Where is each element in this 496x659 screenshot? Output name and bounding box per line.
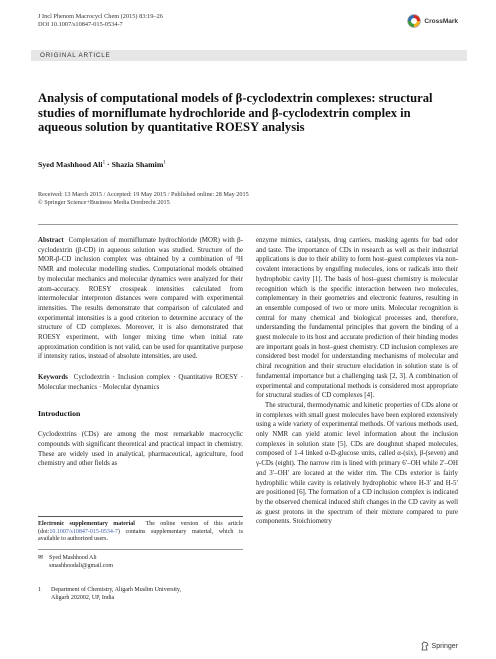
journal-header — [38, 13, 163, 29]
publisher-logo — [421, 641, 458, 651]
corresponding-author: Syed Mashhood Ali — [49, 555, 97, 561]
publisher-name: Springer — [431, 642, 458, 650]
doi-line: DOI 10.1007/s10847-015-0534-7 — [38, 21, 123, 29]
esm-text-before: The online version of this article (doi: — [38, 521, 243, 535]
copyright-line: © Springer Science+Business Media Dordrecht 2015 — [38, 199, 170, 206]
esm-label: Electronic supplementary material — [38, 521, 135, 527]
right-column — [256, 236, 458, 527]
email-link[interactable]: smashhoodali@gmail.com — [49, 562, 114, 569]
envelope-icon: ✉ — [38, 555, 44, 561]
dates-line: Received: 13 March 2015 / Accepted: 19 May 2015 / Published online: 28 May 2015 — [38, 191, 249, 198]
journal-citation: J Incl Phenom Macrocycl Chem (2015) 83:19–26 — [38, 13, 163, 20]
affiliation-number: 1 — [38, 587, 41, 593]
intro-paragraph: Cyclodextrins (CDs) are among the most remarkable macrocyclic compounds with significant theoretical and practical impact in chemistry. These are widely used in analytical, pharmaceutical, agriculture, food chemistry and other fields as — [38, 431, 243, 468]
electronic-supplementary-material — [38, 521, 243, 544]
keywords-label: Keywords — [38, 374, 68, 382]
publication-dates — [38, 191, 249, 207]
abstract — [38, 236, 243, 362]
article-type-label: ORIGINAL ARTICLE — [40, 52, 111, 59]
divider — [38, 224, 458, 225]
correspondence — [38, 555, 243, 570]
author-separator: · — [105, 160, 112, 169]
esm-text-after: ) contains supplementary material, which is available to authorized users. — [38, 528, 243, 543]
affiliation-line: Department of Chemistry, Aligarh Muslim University, — [51, 587, 182, 593]
crossmark-label: CrossMark — [424, 17, 458, 25]
body-paragraph: enzyme mimics, catalysts, drug carriers, masking agents for bad odor and taste. The importance of CDs in research as well as their industrial applications is due to their ability to form host–guest complexes via non-covalent interactions by engulfing molecules, ions or radicals into their hydrophobic cavity [1]. The basis of host–guest chemistry is molecular recognition which is the specific interaction between two molecules, complementary in their geometries and electronic features, resulting in an ensemble composed of two or more units. Molecular recognition is central for many chemical and biological processes and, therefore, understanding the fundamental principles that govern the binding of a guest molecule to its host and accurate prediction of their binding modes are important goals in host–guest chemistry. CD inclusion complexes are considered best model for understanding mechanisms of molecular and chiral recognition and their structure elucidation in solution state is of fundamental importance but a challenging task [2, 3]. A combination of experimental and computational methods is considered most appropriate for structural studies of CD complexes [4]. — [256, 237, 458, 400]
springer-horse-icon — [421, 641, 429, 651]
keywords — [38, 373, 243, 392]
esm-doi-link[interactable]: 10.1007/s10847-015-0534-7 — [49, 528, 118, 535]
article-type-band — [31, 50, 467, 61]
abstract-text: Complexation of morniflumate hydrochloride (MOR) with β-cyclodextrin (β-CD) in aqueous solution was studied. Structure of the MOR-β-CD inclusion complex was obtained by a combination of ¹H NMR and molecular modelling studies. Computational models obtained by molecular mechanics and molecular dynamics were analyzed for their atom-accuracy. ROESY crosspeak intensities calculated from intermolecular interproton distances were compared with experimental intensities. The results demonstrate that comparison of calculated and experimental intensities is a good criterion to determine accuracy of the structure of CD complexes. Moreover, it is also demonstrated that ROESY experiment, with longer mixing time when initial rate approximation condition is not valid, can be used for quantitative purpose if intensity ratios, instead of absolute intensities, are used. — [38, 237, 243, 361]
affiliation — [38, 587, 243, 602]
author-name[interactable]: Shazia Shamim — [111, 160, 164, 169]
abstract-label: Abstract — [38, 237, 64, 244]
affiliation-line: Aligarh 202002, UP, India — [51, 594, 115, 601]
left-column — [38, 236, 243, 469]
keywords-text: Cyclodextrin · Inclusion complex · Quantitative ROESY · Molecular mechanics · Molecular dynamics — [38, 374, 243, 391]
body-paragraph: The structural, thermodynamic and kinetic properties of CDs alone or in complexes with small guest molecules have been explored extensively using a wide variety of experimental methods. Of various methods used, only NMR can yield atomic level information about the inclusion complexes in solution state [5]. CDs are doughnut shaped molecules, composed of 1-4 linked α-D-glucose units, called α-(six), β-(seven) and γ-CDs (eight). The narrow rim is lined with primary 6′–OH while 2′–OH and 3′–OH′ are located at the wider rim. The CDs exterior is fairly hydrophilic while cavity is relatively hydrophobic where H-3′ and H-5′ are positioned [6]. The formation of a CD inclusion complex is indicated by the observed chemical induced shift changes in the CD cavity as well as guest protons in the spectrum of their mixture compared to pure components. Stoichiometry — [256, 401, 458, 526]
author-name[interactable]: Syed Mashhood Ali — [38, 160, 103, 169]
affiliation-marker: 1 — [163, 160, 166, 166]
author-line — [38, 160, 166, 169]
crossmark-badge[interactable] — [407, 14, 458, 28]
footnote-rule — [38, 516, 243, 517]
section-heading: Introduction — [38, 408, 81, 418]
crossmark-icon — [407, 14, 421, 28]
article-title: Analysis of computational models of β-cyclodextrin complexes: structural studies of morniflumate hydrochloride and β-cyclodextrin complex in aqueous solution by quantitative ROESY analysis — [38, 91, 433, 134]
footnote-divider — [38, 549, 243, 550]
affiliation-marker: 1 — [102, 160, 106, 166]
